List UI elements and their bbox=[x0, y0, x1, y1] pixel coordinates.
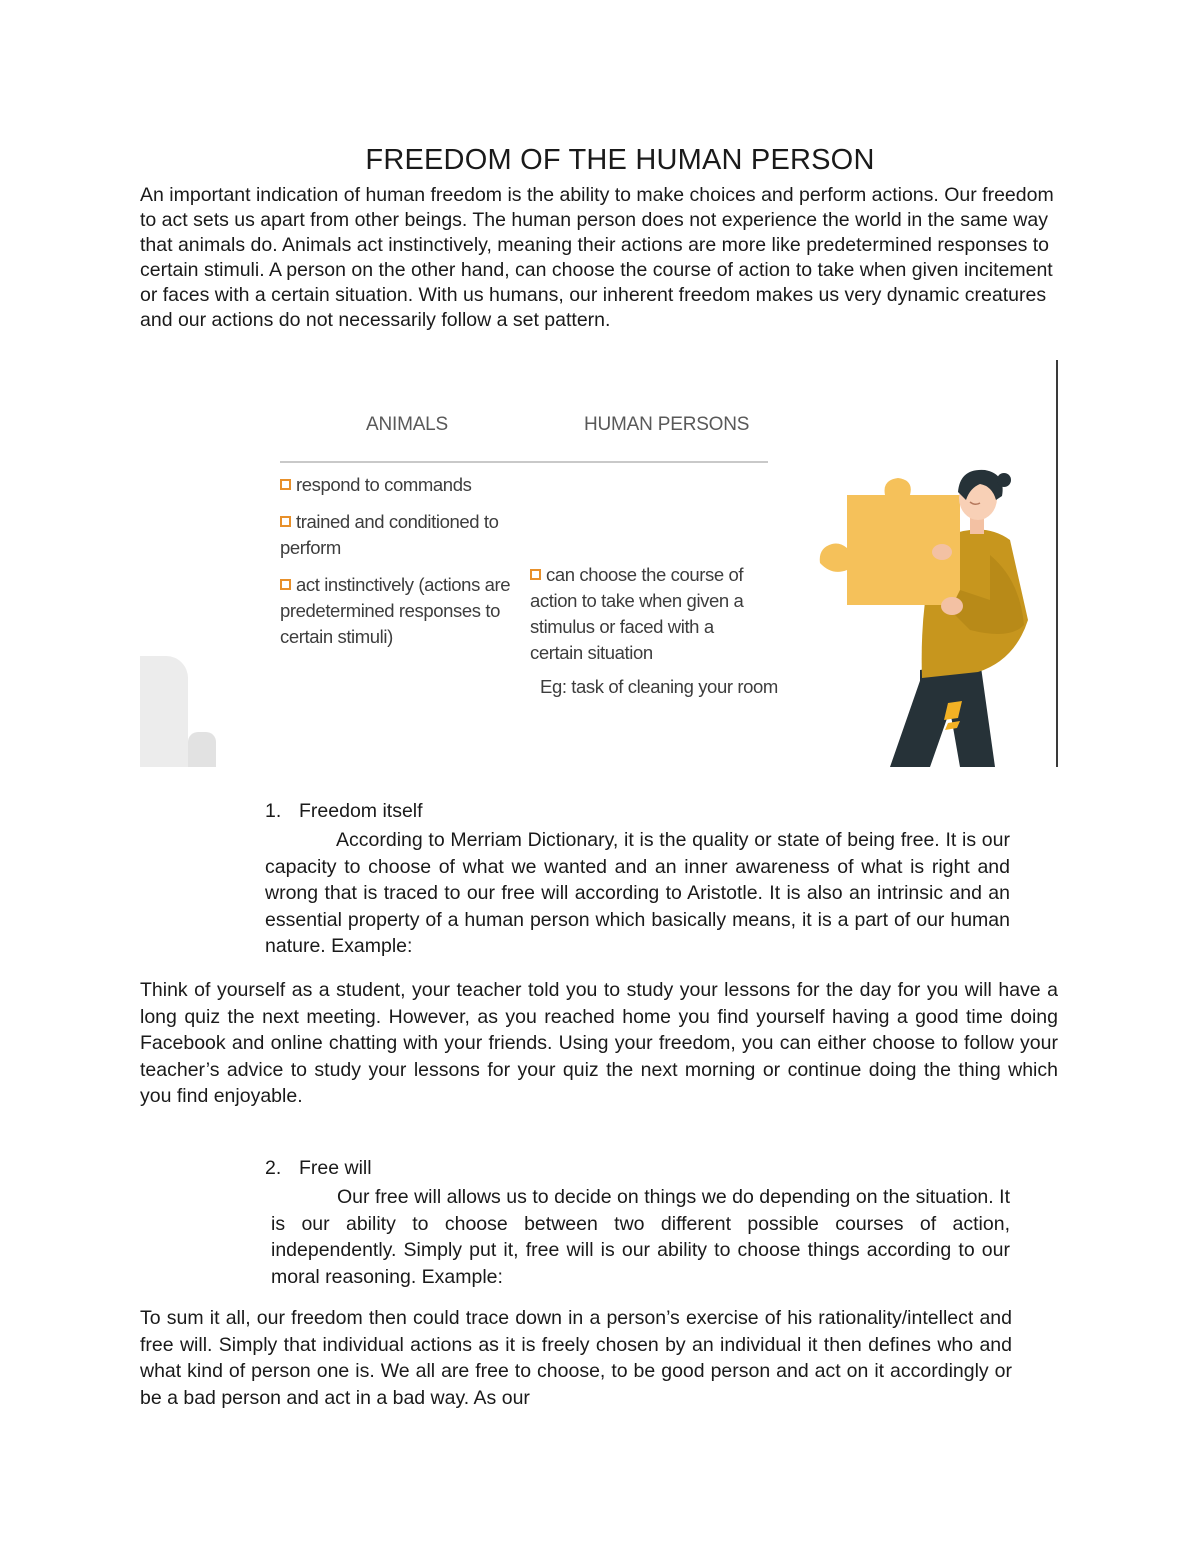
page-title: FREEDOM OF THE HUMAN PERSON bbox=[365, 144, 875, 176]
section-body: According to Merriam Dictionary, it is the quality or state of being free. It is our capacity to choose of what we wanted and an inner awareness of what is right and wrong that is traced to our free will according to Aristotle. It is also an intrinsic and an essential property of a human person which basically means, it is a part of our human nature. Example: bbox=[265, 829, 1010, 957]
intro-text: An important indication of human freedom is the ability to make choices and perform actions. Our freedom to act sets us apart from other beings. The human person does not experience the world in the same way that animals do. Animals act instinctively, meaning their actions are more like predetermined responses to certain stimuli. A person on the other hand, can choose the course of action to take when given incitement or faces with a certain situation. With us humans, our inherent freedom makes us very dynamic creatures and our actions do not necessarily follow a set pattern. bbox=[140, 184, 1054, 331]
animal-item: respond to commands bbox=[280, 472, 520, 498]
checkbox-icon bbox=[530, 569, 541, 580]
section-heading bbox=[265, 798, 423, 824]
hand-shape bbox=[941, 597, 963, 615]
hair-bun bbox=[997, 473, 1011, 487]
human-persons-heading: HUMAN PERSONS bbox=[584, 414, 750, 435]
column-divider bbox=[280, 461, 768, 463]
intro-paragraph bbox=[140, 183, 1070, 333]
decorative-shape bbox=[188, 732, 216, 767]
animal-item: act instinctively (actions are predetermined responses to certain stimuli) bbox=[280, 574, 511, 647]
decorative-shape bbox=[140, 656, 188, 767]
human-item: can choose the course of action to take when given a stimulus or faced with a certain situation bbox=[530, 564, 744, 663]
section-title: Free will bbox=[299, 1157, 372, 1179]
checkbox-icon bbox=[280, 516, 291, 527]
section-example: Think of yourself as a student, your teacher told you to study your lessons for the day for you will have a long quiz the next meeting. However, as you reached home you find yourself having a good time doing Facebook and online chatting with your friends. Using your freedom, you can either choose to follow your teacher’s advice to study your lessons for your quiz the next morning or continue doing the thing which you find enjoyable. bbox=[140, 979, 1058, 1107]
list-number: 1. bbox=[265, 800, 282, 822]
neck-shape bbox=[970, 518, 984, 534]
list-number: 2. bbox=[265, 1157, 282, 1179]
puzzle-icon bbox=[820, 478, 960, 605]
person-with-puzzle-illustration bbox=[810, 460, 1050, 767]
checkbox-icon bbox=[280, 479, 291, 490]
section-title: Freedom itself bbox=[299, 800, 423, 822]
animal-item: trained and conditioned to perform bbox=[280, 511, 499, 558]
hand-shape bbox=[932, 544, 952, 560]
section-heading bbox=[265, 1155, 372, 1181]
figure-border bbox=[1056, 360, 1058, 767]
section-summary: To sum it all, our freedom then could trace down in a person’s exercise of his rationality/intellect and free will. Simply that individual actions as it is freely chosen by an individual it then defines who and what kind of person one is. We all are free to choose, to be good person and act on it accordingly or be a bad person and act in a bad way. As our bbox=[140, 1307, 1012, 1409]
section-body: Our free will allows us to decide on things we do depending on the situation. It is our ability to choose between two different possible courses of action, independently. Simply put it, free will is our ability to choose things according to our moral reasoning. Example: bbox=[271, 1186, 1010, 1288]
comparison-figure bbox=[140, 360, 1060, 767]
animals-heading: ANIMALS bbox=[366, 414, 449, 435]
example-caption: Eg: task of cleaning your room bbox=[540, 676, 778, 697]
checkbox-icon bbox=[280, 579, 291, 590]
